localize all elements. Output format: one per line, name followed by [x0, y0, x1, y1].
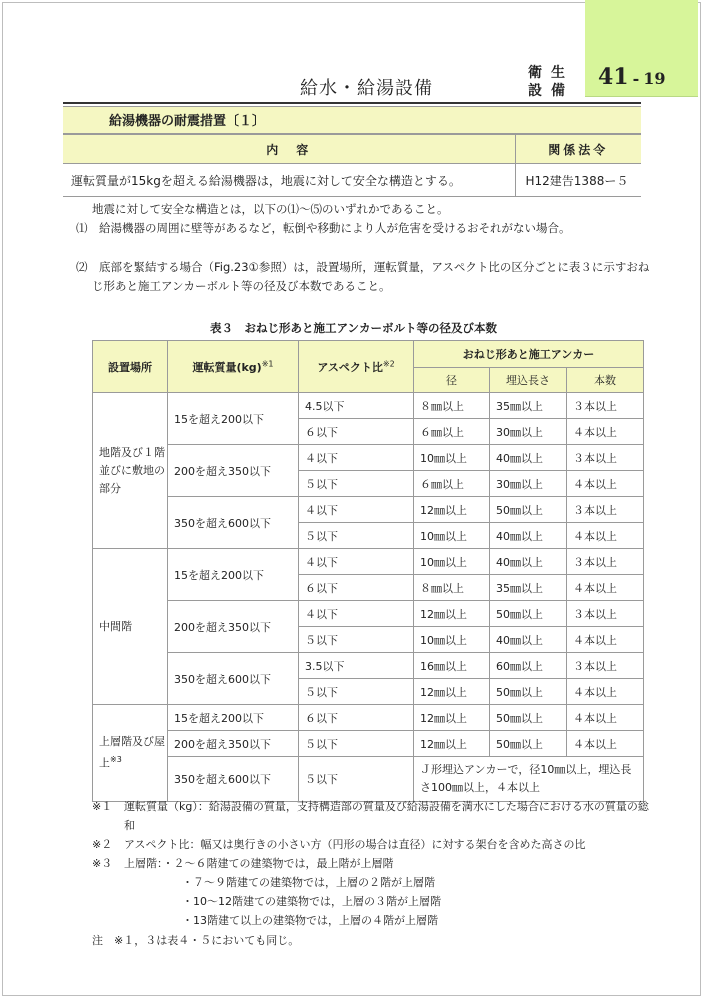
aspect-cell: ４以下: [299, 549, 414, 575]
table3-mass-cell: 15を超え200以下: [168, 705, 299, 731]
footnote-ref: ※2: [382, 358, 395, 368]
table3-header-diameter: 径: [414, 368, 490, 393]
aspect-cell: ６以下: [299, 419, 414, 445]
table3-caption: 表３ おねじ形あと施工アンカーボルト等の径及び本数: [210, 321, 498, 335]
footnote-2: [92, 835, 652, 854]
diameter-cell: ６㎜以上: [414, 419, 490, 445]
page-number-major: 41: [598, 64, 629, 90]
aspect-cell: ６以下: [299, 705, 414, 731]
table3-mass-cell: 350を超え600以下: [168, 497, 299, 549]
count-cell: ４本以上: [567, 523, 644, 549]
table3-location-cell: [93, 549, 168, 705]
section-title: 給湯機器の耐震措置〔１〕: [109, 114, 266, 129]
footnote-ref: ※3: [110, 755, 122, 765]
table-row: [93, 497, 644, 523]
diameter-cell: 12㎜以上: [414, 601, 490, 627]
item-2-paragraph: ⑵ 底部を緊結する場合（Fig.23①参照）は，設置場所，運転質量，アスペクト比の区分ごとに表３に示すおねじ形あと施工アンカーボルト等の径及び本数であること。: [76, 260, 650, 293]
document-title: 給水・給湯設備: [300, 78, 433, 99]
diameter-cell: 10㎜以上: [414, 523, 490, 549]
aspect-cell: ５以下: [299, 679, 414, 705]
count-cell: ４本以上: [567, 627, 644, 653]
diameter-cell: 10㎜以上: [414, 445, 490, 471]
law-table-row: [63, 164, 641, 197]
aspect-cell: ４以下: [299, 601, 414, 627]
count-cell: ４本以上: [567, 731, 644, 757]
aspect-cell: ５以下: [299, 731, 414, 757]
table3-mass-cell: 200を超え350以下: [168, 601, 299, 653]
table3-mass-cell: 200を超え350以下: [168, 731, 299, 757]
table3-header-aspect-label: アスペクト比: [317, 360, 383, 374]
depth-cell: 30㎜以上: [490, 471, 567, 497]
table3-location-cell: [93, 393, 168, 549]
footnote-text: 運転質量（kg）：給湯設備の質量，支持構造部の質量及び給湯設備を満水にした場合における水の質量の総和: [124, 800, 649, 832]
depth-cell: 35㎜以上: [490, 575, 567, 601]
table3-mass-cell: 350を超え600以下: [168, 757, 299, 802]
law-table-header-content: 内 容: [63, 135, 515, 164]
aspect-cell: ５以下: [299, 523, 414, 549]
table3-header-depth: 埋込長さ: [490, 368, 567, 393]
table3-mass-cell: 15を超え200以下: [168, 393, 299, 445]
footnote-3-sub: ・13階建て以上の建築物では，上層の４階が上層階: [182, 914, 438, 927]
aspect-cell: ５以下: [299, 627, 414, 653]
depth-cell: 40㎜以上: [490, 445, 567, 471]
diameter-cell: ６㎜以上: [414, 471, 490, 497]
count-cell: ３本以上: [567, 653, 644, 679]
footnote-text: アスペクト比：幅又は奥行きの小さい方（円形の場合は直径）に対する架台を含めた高さの比: [124, 838, 586, 851]
category-label: 衛生設備: [528, 65, 574, 99]
table3-header-row: [93, 341, 644, 368]
footnote-ref: ※1: [261, 358, 274, 368]
diameter-cell: 16㎜以上: [414, 653, 490, 679]
diameter-cell: 10㎜以上: [414, 549, 490, 575]
count-cell: ３本以上: [567, 601, 644, 627]
table-row: [93, 549, 644, 575]
footnotes: [92, 797, 652, 930]
diameter-cell: 12㎜以上: [414, 679, 490, 705]
diameter-cell: 12㎜以上: [414, 497, 490, 523]
diameter-cell: 12㎜以上: [414, 731, 490, 757]
depth-cell: 50㎜以上: [490, 679, 567, 705]
aspect-cell: ４以下: [299, 445, 414, 471]
depth-cell: 30㎜以上: [490, 419, 567, 445]
table3-header-aspect: [299, 341, 414, 393]
depth-cell: 60㎜以上: [490, 653, 567, 679]
aspect-cell: ６以下: [299, 575, 414, 601]
location-label: 地階及び１階並びに敷地の部分: [99, 445, 165, 495]
table3-header-mass-label: 運転質量(kg): [192, 360, 262, 374]
page-number-separator: -: [632, 69, 640, 88]
depth-cell: 50㎜以上: [490, 705, 567, 731]
count-cell: ３本以上: [567, 549, 644, 575]
law-table-content: 運転質量が15kgを超える給湯機器は，地震に対して安全な構造とする。: [63, 164, 515, 197]
final-note: 注 ※１，３は表４・５においても同じ。: [92, 934, 300, 947]
aspect-cell: ５以下: [299, 757, 414, 802]
aspect-cell: 3.5以下: [299, 653, 414, 679]
count-cell: ４本以上: [567, 419, 644, 445]
diameter-cell: ８㎜以上: [414, 575, 490, 601]
count-cell: ４本以上: [567, 575, 644, 601]
count-cell: ３本以上: [567, 445, 644, 471]
table-row: [93, 653, 644, 679]
page-number: [598, 64, 666, 90]
aspect-cell: ５以下: [299, 471, 414, 497]
aspect-cell: 4.5以下: [299, 393, 414, 419]
footnote-3-sub: ・７～９階建ての建築物では，上層の２階が上層階: [182, 876, 435, 889]
intro-paragraph: 地震に対して安全な構造とは，以下の⑴～⑸のいずれかであること。: [92, 202, 449, 216]
depth-cell: 50㎜以上: [490, 497, 567, 523]
footnote-1: [92, 797, 652, 835]
footnote-mark: ※３: [92, 857, 113, 870]
law-table-header-law: 関係法令: [515, 135, 641, 164]
depth-cell: 40㎜以上: [490, 523, 567, 549]
footnote-3-sub: ・10～12階建ての建築物では，上層の３階が上層階: [182, 895, 441, 908]
footnote-mark: ※２: [92, 838, 113, 851]
table-row: [93, 731, 644, 757]
table-row: [93, 393, 644, 419]
table3-header-location-label: 設置場所: [108, 360, 152, 374]
count-cell: ３本以上: [567, 497, 644, 523]
diameter-cell: 10㎜以上: [414, 627, 490, 653]
count-cell: ４本以上: [567, 679, 644, 705]
aspect-cell: ４以下: [299, 497, 414, 523]
location-label: 上層階及び屋上: [99, 735, 165, 770]
footnote-text: 上層階：・２～６階建ての建築物では，最上階が上層階: [124, 857, 394, 870]
depth-cell: 35㎜以上: [490, 393, 567, 419]
item-1-paragraph: ⑴ 給湯機器の周囲に壁等があるなど，転倒や移動により人が危害を受けるおそれがない場合。: [76, 221, 571, 235]
table-row: [93, 757, 644, 802]
table-row: [93, 445, 644, 471]
depth-cell: 40㎜以上: [490, 627, 567, 653]
table3-header-mass: [168, 341, 299, 393]
law-table-header-row: [63, 135, 641, 164]
table3-mass-cell: 15を超え200以下: [168, 549, 299, 601]
table3-header-count: 本数: [567, 368, 644, 393]
law-table-law: H12建告1388ー５: [515, 164, 641, 197]
table3-mass-cell: 200を超え350以下: [168, 445, 299, 497]
footnote-mark: ※１: [92, 800, 113, 813]
table3: [92, 340, 644, 802]
depth-cell: 50㎜以上: [490, 731, 567, 757]
count-cell: ３本以上: [567, 393, 644, 419]
diameter-cell: 12㎜以上: [414, 705, 490, 731]
count-cell: ４本以上: [567, 705, 644, 731]
location-label: 中間階: [99, 619, 132, 633]
depth-cell: 50㎜以上: [490, 601, 567, 627]
count-cell: ４本以上: [567, 471, 644, 497]
table3-mass-cell: 350を超え600以下: [168, 653, 299, 705]
depth-cell: 40㎜以上: [490, 549, 567, 575]
law-table: [63, 134, 641, 197]
table3-header-location: [93, 341, 168, 393]
table3-header-anchor: おねじ形あと施工アンカー: [414, 341, 644, 368]
table-row: [93, 601, 644, 627]
table-row: [93, 705, 644, 731]
footnote-3: [92, 854, 652, 873]
diameter-cell: ８㎜以上: [414, 393, 490, 419]
j-anchor-note-cell: Ｊ形埋込アンカーで，径10㎜以上，埋込長さ100㎜以上，４本以上: [414, 757, 644, 802]
title-rule: [63, 102, 641, 104]
page-number-minor: 19: [643, 69, 666, 88]
table3-location-cell: [93, 705, 168, 802]
